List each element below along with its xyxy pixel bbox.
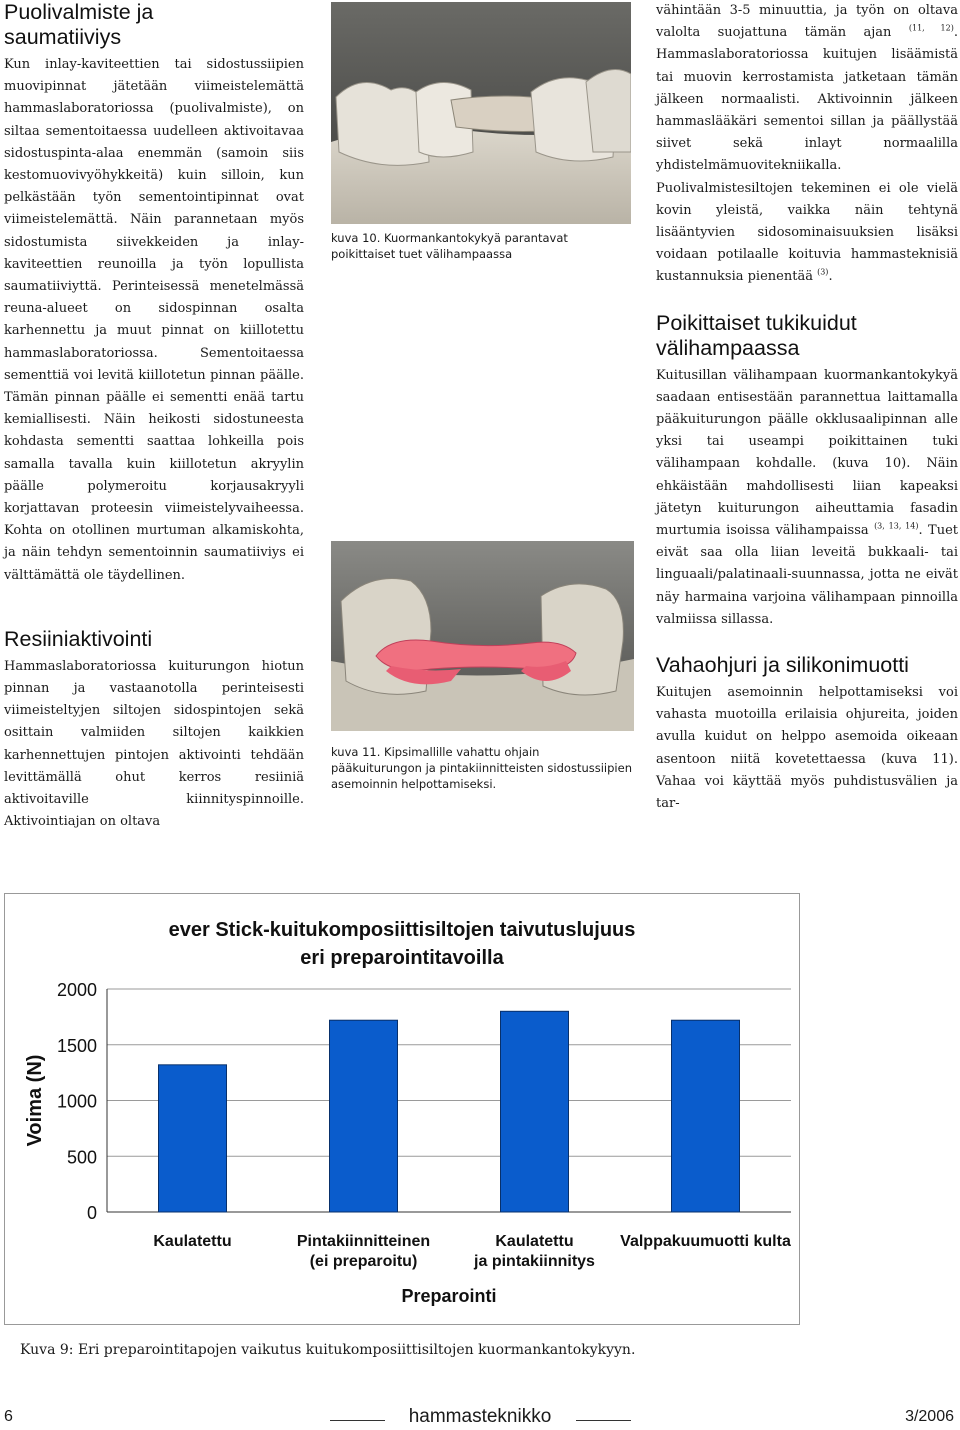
y-axis-label: Voima (N) bbox=[24, 1054, 46, 1147]
bar-chart bbox=[5, 894, 799, 1324]
photo-kuva-11 bbox=[331, 541, 634, 731]
chart-title-line-1: ever Stick-kuitukomposiittisiltojen taivutuslujuus bbox=[168, 919, 636, 941]
bar bbox=[672, 1020, 740, 1212]
bar bbox=[159, 1065, 227, 1212]
figure-caption: Kuva 9: Eri preparointitapojen vaikutus kuitukomposiittisiltojen kuormankantokykyyn. bbox=[20, 1342, 636, 1358]
column-right bbox=[656, 0, 958, 815]
x-tick-label: Valppakuumuotti kulta bbox=[620, 1233, 791, 1250]
chart-figure bbox=[4, 893, 800, 1325]
heading-vahaohjuri: Vahaohjuri ja silikonimuotti bbox=[656, 653, 909, 678]
x-tick-label: Kaulatettu bbox=[153, 1233, 232, 1250]
paragraph-aktivointi-jatko: vähintään 3-5 minuuttia, ja työn on oltava valolta suojattuna tämän ajan $^{(11, 12)}$. Hammaslaboratoriossa kuitujen lisäämistä tai muovin kerrostamista jatketaan tämän jälkeen normaalisti. Aktivoinnin jälkeen hammaslääkäri sementoi sillan ja päällystää siivet sekä inlayt normaalilla yhdistelmämuovitekniikalla. Puolivalmistesiltojen tekeminen ei ole vielä kovin yleistä, vaikka näin tehtynä lisääntyvien sidosominaisuuksien lisäksi voidaan potilaalle koituvia hammasteknisiä kustannuksia pienentää $^{(3)}$. bbox=[656, 3, 958, 285]
y-tick-label: 2000 bbox=[56, 980, 97, 1000]
x-axis-label: Preparointi bbox=[401, 1286, 497, 1306]
heading-resiiniaktivointi: Resiiniaktivointi bbox=[4, 626, 153, 651]
y-tick-label: 1500 bbox=[56, 1035, 97, 1056]
x-tick-label: Pintakiinnitteinen bbox=[296, 1233, 431, 1250]
column-left bbox=[4, 0, 304, 834]
caption-kuva-10: kuva 10. Kuormankantokykyä parantavat poikittaiset tuet välihampaassa bbox=[331, 231, 568, 261]
page-number: 6 bbox=[4, 1408, 13, 1425]
paragraph-poikittaiset-tukikuidut: Kuitusillan välihampaan kuormankantokykyä saadaan entisestään parannettua laittamalla pääkuiturungon päälle okklusaalipinnan alle yksi tai useampi poikittainen tuki välihampaan kohdalle. (kuva 10). Näin ehkäistään mahdollisesti liian kapeaksi jätetyn kuiturungon aiheuttamia fasadin murtumia isoissa välihampaissa $^{(3, 13, 14)}$. Tuet eivät saa olla liian leveitä bukkaali- tai linguaali/palatinaali-suunnassa, jotta ne eivät näy harmaina varjoina välihampaan pinnoilla valmiissa sillassa. bbox=[656, 367, 958, 627]
bar bbox=[501, 1011, 569, 1212]
caption-kuva-11: kuva 11. Kipsimallille vahattu ohjain pääkuiturungon ja pintakiinnitteisten sidostussiipien asemoinnin helpottamiseksi. bbox=[331, 745, 632, 791]
heading-puolivalmiste: Puolivalmiste ja saumatiiviys bbox=[4, 0, 154, 49]
chart-title-line-2: eri preparointitavoilla bbox=[300, 947, 504, 969]
heading-poikittaiset-tukikuidut: Poikittaiset tukikuidut välihampaassa bbox=[656, 310, 857, 360]
issue-number: 3/2006 bbox=[905, 1408, 954, 1425]
bar bbox=[330, 1020, 398, 1212]
paragraph-resiiniaktivointi: Hammaslaboratoriossa kuiturungon hiotun pinnan ja vastaanotolla perinteisesti viimeisteltyjen siltojen sidospintojen sekä osittain valmiiden siltojen kaikkien karhennettujen pintojen aktivointi tehdään levittämällä ohut kerros resiiniä aktivoitaville kiinnityspinnoille. Aktivointiajan on oltava bbox=[4, 658, 304, 830]
photo-kuva-10 bbox=[331, 2, 631, 224]
y-tick-label: 500 bbox=[66, 1147, 97, 1168]
footer-rule-right bbox=[576, 1420, 631, 1421]
x-tick-label-line-2: ja pintakiinnitys bbox=[474, 1253, 595, 1270]
magazine-name: hammasteknikko bbox=[408, 1406, 552, 1427]
x-tick-label: Kaulatettu bbox=[495, 1233, 574, 1250]
y-tick-label: 0 bbox=[86, 1203, 97, 1223]
paragraph-vahaohjuri: Kuitujen asemoinnin helpottamiseksi voi vahasta muotoilla erilaisia ohjureita, joiden avulla kuidut on helppo asemoida oikeaan asentoon niitä kovetettaessa (kuva 11). Vahaa voi käyttää myös puhdistusvälien ja tar- bbox=[656, 685, 958, 812]
x-tick-label-line-2: (ei preparoitu) bbox=[309, 1253, 418, 1270]
y-tick-label: 1000 bbox=[56, 1091, 97, 1112]
paragraph-puolivalmiste: Kun inlay-kaviteettien tai sidostussiipien muovipinnat jätetään viimeistelemättä hammaslaboratoriossa (puolivalmiste), on siltaa sementoitaessa uudelleen aktivoitavaa sidostuspinta-alaa enemmän (samoin siis kestomuovivyöhykkeitä) kuin silloin, kun pelkästään työn sementointipinnat ovat viimeistelemättä. Näin parannetaan myös sidostumista siivekkeiden ja inlay-kaviteettien reunoilla ja työn lopullista saumatiiviyttä. Perinteisessä menetelmässä reuna-alueet on sidospinnan osalta karhennettu ja muut pinnat on kiillotettu hammaslaboratoriossa. Sementoitaessa sementtiä voi levitä kiillotetun pinnan päälle. Tämän pinnan päälle ei sementti enää tartu kemiallisesti. Näin heikosti sidostuneesta kohdasta sementti saattaa lohkeilla pois samalla tavalla kuin kiillotetun akryylin päälle polymeroitu korjausakryyli korjattavan proteesin viimeistelyvaiheessa. Kohta on otollinen murtuman alkamiskohta, ja näin tehdyn sementoinnin saumatiiviys ei välttämättä ole täydellinen. bbox=[4, 57, 304, 583]
